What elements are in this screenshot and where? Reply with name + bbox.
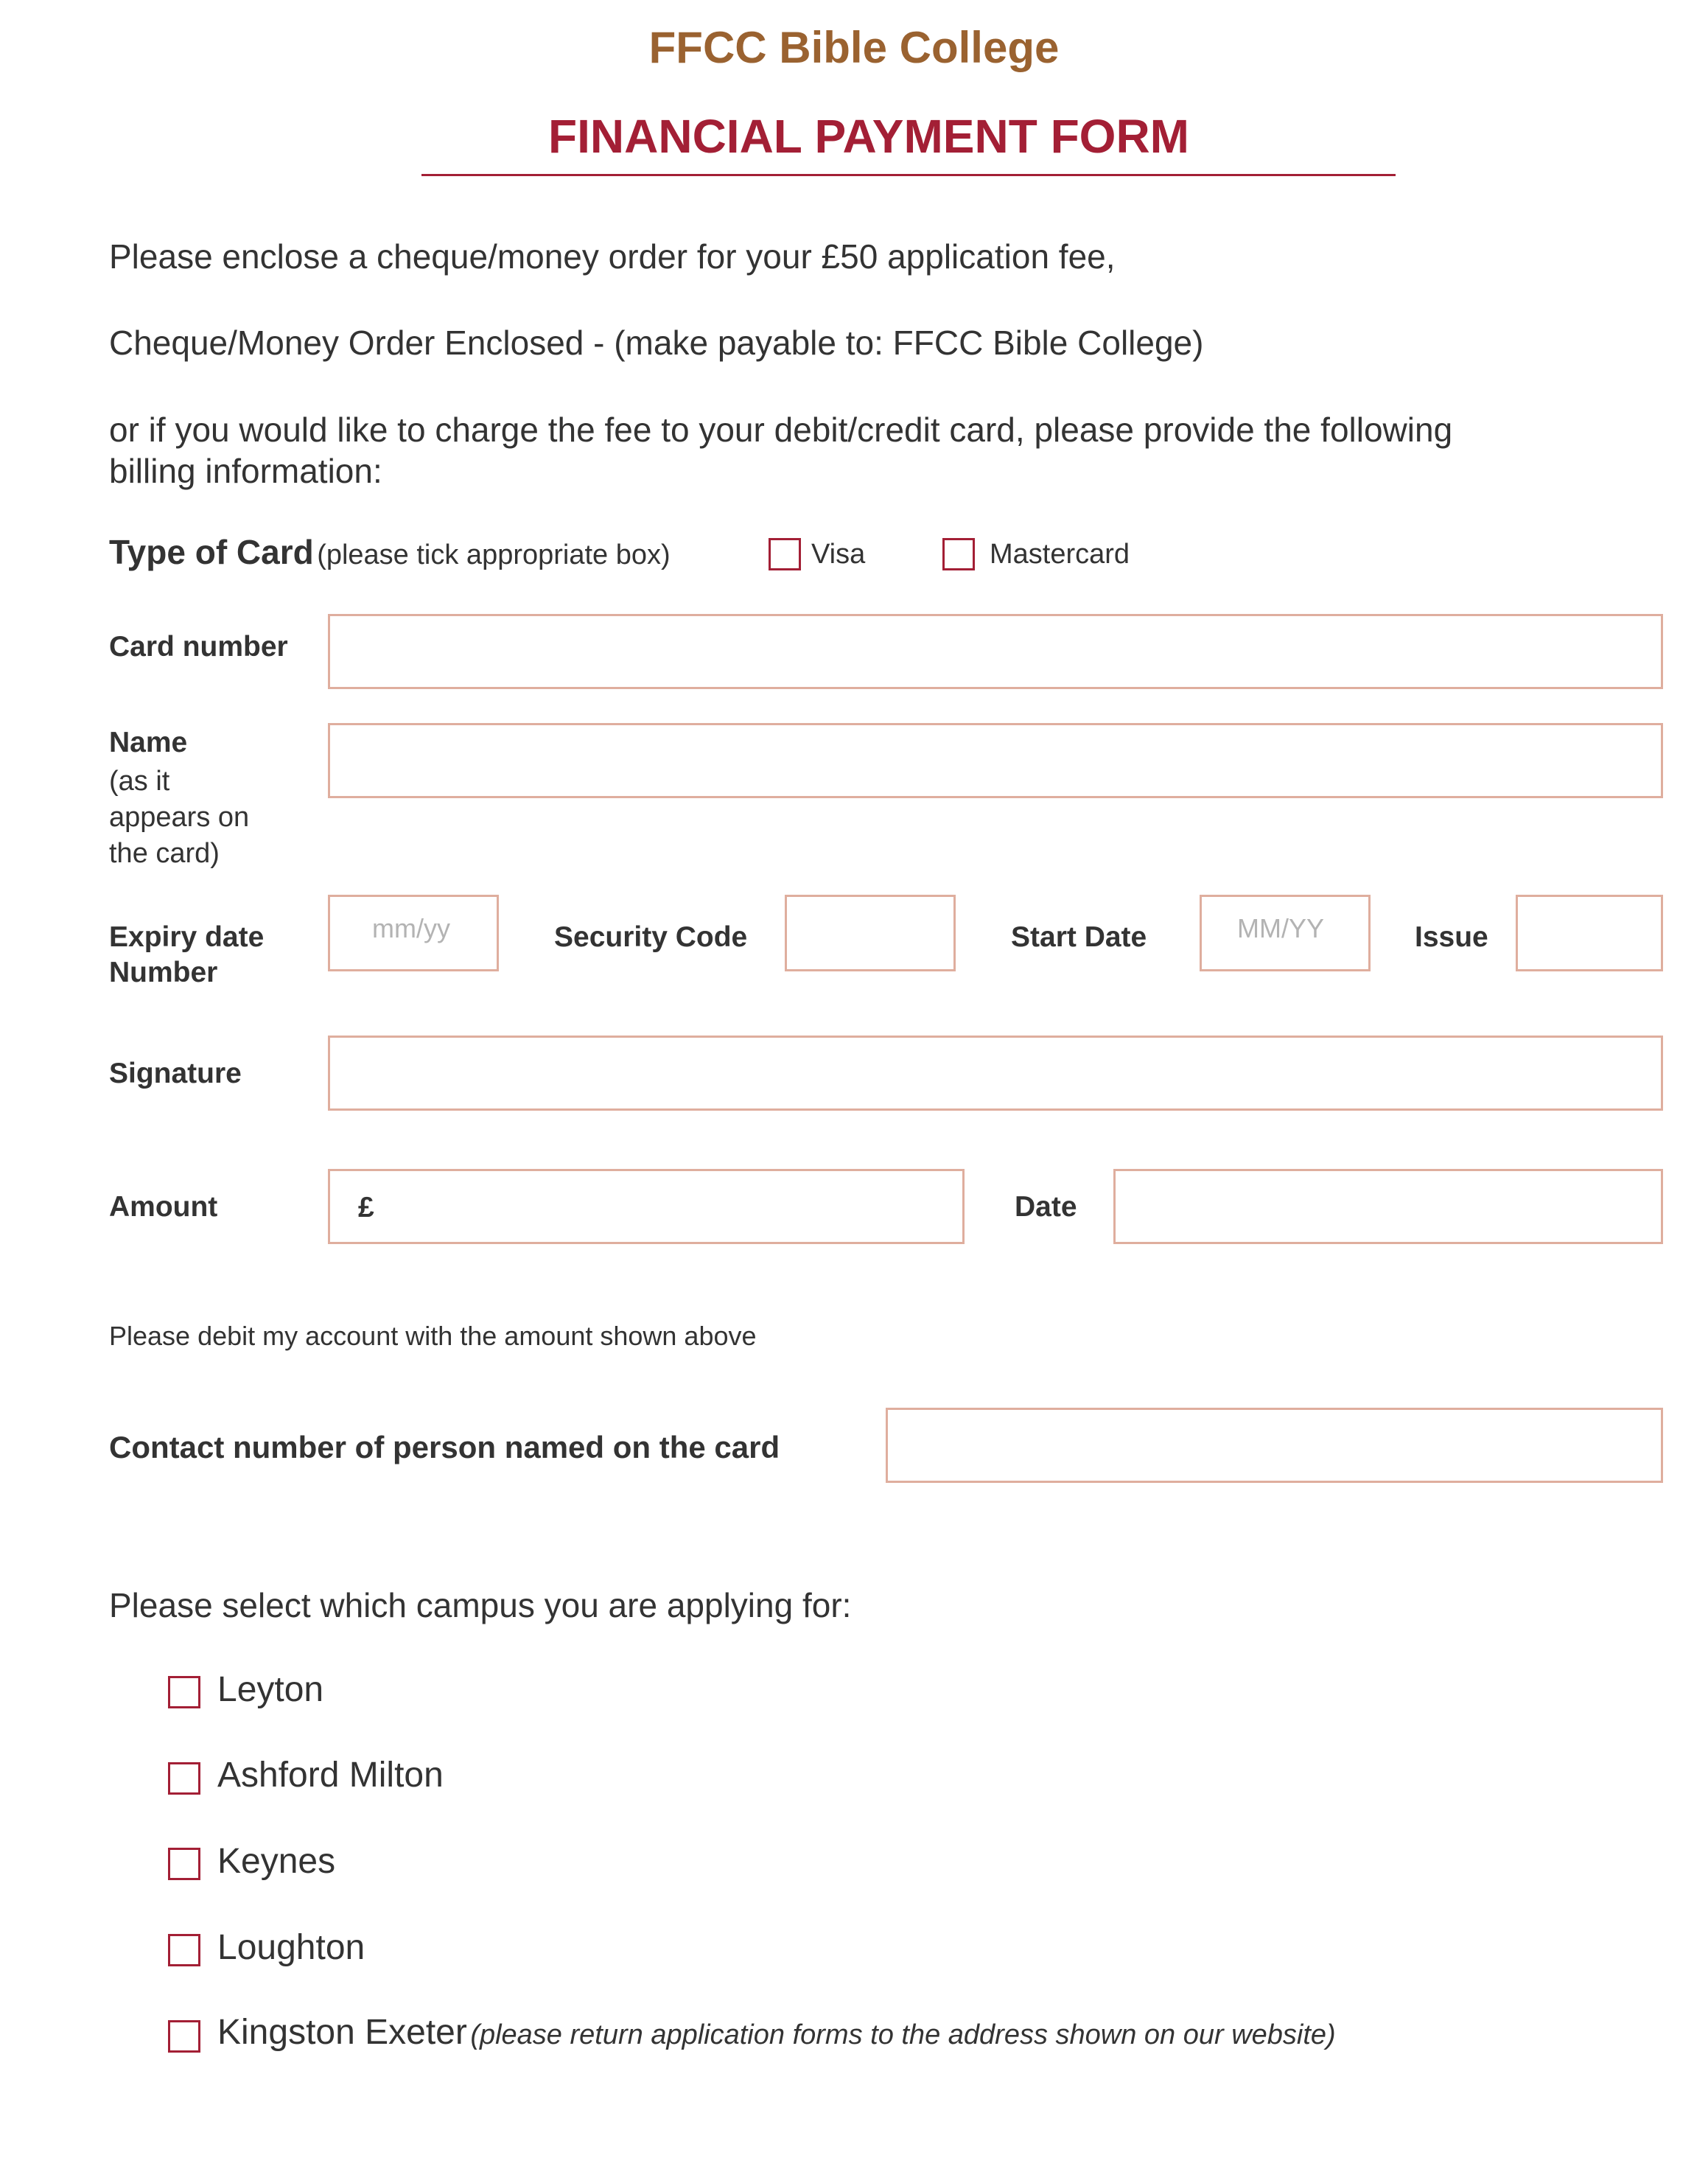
issue-number-label: Issue [1415, 921, 1488, 953]
college-title: FFCC Bible College [648, 23, 1060, 72]
cardholder-name-field[interactable] [328, 723, 1663, 798]
issue-number-field[interactable] [1516, 895, 1663, 971]
intro-line-card-1: or if you would like to charge the fee to your debit/credit card, please provide the following [109, 411, 1453, 449]
contact-number-field[interactable] [886, 1408, 1663, 1483]
start-date-field[interactable] [1200, 895, 1371, 971]
intro-line-cheque: Cheque/Money Order Enclosed - (make payable to: FFCC Bible College) [109, 324, 1204, 362]
campus-row-kingston-exeter [217, 2012, 1336, 2053]
mastercard-checkbox[interactable] [942, 538, 975, 570]
campus-prompt: Please select which campus you are applying for: [109, 1586, 852, 1624]
campus-label-kingston-exeter: Kingston Exeter [217, 2013, 467, 2052]
form-title: FINANCIAL PAYMENT FORM [548, 110, 1189, 163]
campus-label-keynes: Keynes [217, 1842, 336, 1881]
visa-label: Visa [811, 539, 866, 570]
start-date-label: Start Date [1011, 921, 1147, 953]
name-hint [109, 764, 249, 872]
name-hint-line: appears on [109, 802, 250, 833]
campus-label-leyton: Leyton [217, 1670, 324, 1709]
pound-sign: £ [358, 1192, 374, 1223]
security-code-label: Security Code [554, 921, 748, 953]
title-underline [421, 174, 1396, 176]
start-date-placeholder: MM/YY [1237, 913, 1325, 943]
visa-checkbox[interactable] [769, 538, 801, 570]
campus-checkbox-kingston-exeter[interactable] [168, 2020, 200, 2053]
intro-line-card-2: billing information: [109, 452, 382, 490]
signature-label: Signature [109, 1058, 242, 1089]
amount-label: Amount [109, 1191, 218, 1223]
expiry-date-label: Expiry date [109, 921, 265, 953]
contact-number-label: Contact number of person named on the card [109, 1430, 780, 1464]
card-number-field[interactable] [328, 614, 1663, 689]
mastercard-label: Mastercard [990, 539, 1130, 570]
debit-authorization-note: Please debit my account with the amount shown above [109, 1321, 757, 1351]
campus-checkbox-ashford-milton[interactable] [168, 1762, 200, 1795]
expiry-placeholder: mm/yy [372, 913, 450, 943]
card-type-label: Type of Card [109, 533, 314, 571]
number-label: Number [109, 957, 218, 988]
security-code-field[interactable] [785, 895, 956, 971]
return-address-note: (please return application forms to the address shown on our website) [470, 2019, 1336, 2050]
name-hint-line: (as it [109, 766, 170, 797]
expiry-date-field[interactable] [328, 895, 499, 971]
campus-checkbox-leyton[interactable] [168, 1676, 200, 1708]
signature-field[interactable] [328, 1036, 1663, 1111]
card-type-hint: (please tick appropriate box) [317, 539, 671, 570]
campus-checkbox-loughton[interactable] [168, 1934, 200, 1966]
date-label: Date [1015, 1191, 1077, 1223]
card-number-label: Card number [109, 631, 288, 663]
date-field[interactable] [1113, 1169, 1663, 1244]
campus-checkbox-keynes[interactable] [168, 1848, 200, 1880]
name-hint-line: the card) [109, 838, 220, 869]
intro-line-fee: Please enclose a cheque/money order for your £50 application fee, [109, 237, 1116, 276]
amount-field[interactable] [328, 1169, 965, 1244]
name-label: Name [109, 727, 188, 758]
card-type-row [109, 532, 671, 572]
campus-label-ashford-milton: Ashford Milton [217, 1756, 444, 1795]
campus-label-loughton: Loughton [217, 1928, 365, 1967]
